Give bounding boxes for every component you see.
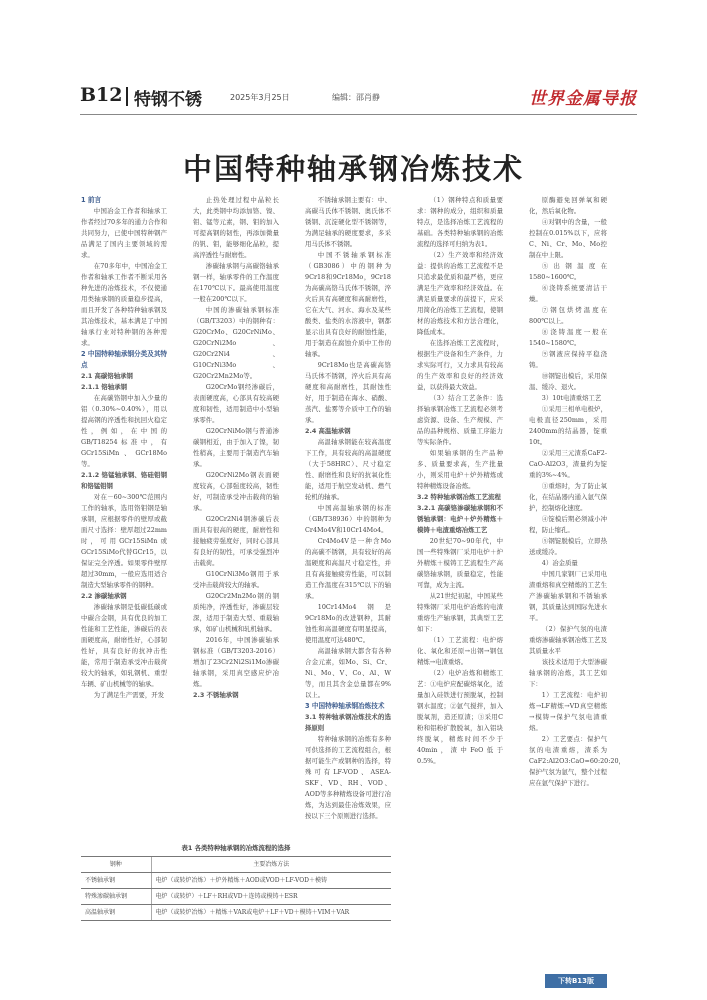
article-paragraph: 4）冶金质量 xyxy=(541,559,578,567)
article-paragraph: ③重熔时，为了防止氧化，在结晶器内通入氩气保护，控制熔化速度。 xyxy=(529,482,607,512)
article-headline: 中国特种轴承钢冶炼技术 xyxy=(182,152,524,186)
method-cell: 电炉（或转炉冶炼）＋炉外精炼＋AOD或VOD＋LF-VOD＋模铸 xyxy=(151,873,391,889)
table-row xyxy=(81,905,391,921)
article-paragraph: 不锈轴承钢主要有：中、高碳马氏体不锈钢、奥氏体不锈钢、沉淀硬化型不锈钢等，为满足轴承的硬度要求，多采用马氏体不锈钢。 xyxy=(305,196,391,248)
article-paragraph: 止热处理过程中晶粒长大，此类钢中均添加铬、镍、钼、锰等元素，钢、钼的加入可提高钢的韧性，再添加微量的钒、钼，能够细化晶粒，提高淬透性与耐磨性。 xyxy=(193,196,279,259)
article-paragraph: （1）钢种特点和质量要求：钢种的成分，组织和质量特点，是选择冶炼工艺流程的基础。各类特种轴承钢的冶炼流程的选择可归纳为表1。 xyxy=(417,196,503,248)
article-paragraph: 中国冶金工作者和轴承工作者经过70多年的通力合作和共同努力，已使中国特种钢产品满足了国内主要领域的需求。 xyxy=(81,207,167,259)
issue-date: 2025年3月25日 xyxy=(230,93,290,102)
steel-type-cell: 不锈轴承钢 xyxy=(81,873,151,889)
article-paragraph: 20世纪70~90年代，中国一些特殊钢厂采用电炉＋炉外精炼＋模铸工艺流程生产高碳铬轴承钢，质量稳定，性能可靠，成为主流。 xyxy=(417,537,503,589)
article-paragraph: 从21世纪初起，中国某些特殊钢厂采用电炉冶炼的电渣重熔生产轴承钢，其典型工艺如下： xyxy=(417,592,503,633)
article-paragraph: ⑦钢包烘烤温度在800℃以上。 xyxy=(529,306,607,325)
table-header-row xyxy=(81,857,391,873)
article-paragraph: 该技术适用于大型渗碳轴承钢的冶炼，其工艺如下： xyxy=(529,658,607,688)
article-paragraph: ⑧浇铸温度一般在1540~1580℃。 xyxy=(529,328,607,347)
page-number: B12 xyxy=(80,84,123,106)
article-paragraph: Cr4Mo4V是一种含Mo的高碳不锈钢，具有较好的高温硬度和高温尺寸稳定性，并且有高接触疲劳性能，可以制造工作温度在315℃以下的轴承。 xyxy=(305,537,391,600)
table-row xyxy=(81,873,391,889)
article-subheading: 2.1.2 铬锰轴承钢、铬硅钼钢和铬锰钼钢 xyxy=(81,471,167,490)
article-subheading: 2.1.1 铬轴承钢 xyxy=(81,383,127,391)
article-subheading: 2 中国特种轴承钢分类及其特点 xyxy=(81,350,168,369)
article-paragraph: 对在－60~300℃范围内工作的轴承，选用铬钼钢是轴承钢，应根据零件的壁厚或截面尺寸选择：壁厚超过22mm时，可用GCr15SiMn或GCr15SiMo代替GCr15，以保证完全淬透。如果零件壁厚超过30mm，一般应选用适合制造大型轴承零件的钢种。 xyxy=(81,493,167,589)
article-paragraph: 如果轴承钢的生产品种多、质量要求高，生产批量小，则采用电炉＋炉外精炼或特种精炼设备冶炼。 xyxy=(417,449,503,490)
article-paragraph: （3）结合工艺条件：选择轴承钢冶炼工艺流程必须考虑资源、设备、生产规模、产品的品种规格、质量工序能力等实际条件。 xyxy=(417,394,503,446)
article-column-2 xyxy=(193,195,279,701)
table-caption: 表1 各类特种轴承钢的冶炼流程的选择 xyxy=(181,844,291,852)
article-paragraph: 2）工艺要点：保护气氛的电渣重熔，渣系为CaF2:Al2O3:CaO=60:20:20，保护气氛为氩气，整个过程应在氩气保护下进行。 xyxy=(529,735,625,787)
article-paragraph: 1）工艺流程：电炉初炼→LF精炼→VD真空精炼→模铸→保护气氛电渣重熔。 xyxy=(529,691,607,732)
continued-on-badge[interactable]: 下转B13版 xyxy=(545,974,607,988)
article-subheading: 2.2 渗碳轴承钢 xyxy=(81,592,127,600)
article-subheading: 2.4 高温轴承钢 xyxy=(305,427,351,435)
article-paragraph: G20Cr2Mn2Mo钢的钢质纯净，淬透性好，渗碳层较深，适用于制造大型、重载轴承，如矿山机械和轧机轴承。 xyxy=(193,592,279,633)
article-paragraph: （2）生产效率和经济效益：提供的冶炼工艺流程不是只追求最优质和最严格，更应满足生产效率和经济效益。在满足质量要求的前提下，应采用简化的冶炼工艺流程，使钢材的冶炼技术和方法合理化，降低成本。 xyxy=(417,251,503,336)
steel-type-cell: 特殊渗碳轴承钢 xyxy=(81,889,151,905)
article-paragraph: G20CrNiMo钢与普通渗碳钢相近，由于加入了镍，韧性稍高，主要用于制造汽车轴承。 xyxy=(193,427,279,468)
article-paragraph: 在高碳铬钢中加入少量的铝（0.30%~0.40%），用以提高钢的淬透性和抗回火稳定性，例如，在中国的GB/T18254标准中，有GCr15SiMn、GCr18Mo等。 xyxy=(81,394,167,468)
article-subheading: 2.1 高碳铬轴承钢 xyxy=(81,372,133,380)
article-paragraph: 中国不锈轴承钢标准（GB3086）中的钢种为9Cr18和9Cr18Mo，9Cr18为高碳高铬马氏体不锈钢，淬火后具有高硬度和高耐磨性，它在大气、河水、海水及某些酸类、盐类的水溶液中，钢都显示出具有良好的耐蚀性能，用于制造在腐蚀介质中工作的轴承。 xyxy=(305,251,391,358)
article-column-4 xyxy=(417,195,503,767)
article-subheading: 2.3 不锈轴承钢 xyxy=(193,691,239,699)
article-paragraph: G20Cr2Ni4钢渗碳后表面具有很高的硬度，耐磨性和接触疲劳强度好，同时心部具有良好的韧性，可承受强烈冲击载荷。 xyxy=(193,515,279,567)
article-paragraph: （2）保护气氛的电渣重熔渗碳轴承钢冶炼工艺及其质量水平 xyxy=(529,625,607,655)
article-paragraph: ①采用三相单电极炉，电极直径250mm，采用2400mm的结晶器，锭重10t。 xyxy=(529,405,607,446)
article-paragraph: G20CrMo钢经渗碳后，表面硬度高，心部具有较高硬度和韧性，适用制造中小型轴承零件。 xyxy=(193,383,279,424)
article-subheading: 3.2 特种轴承钢冶炼工艺流程 xyxy=(417,493,501,501)
article-paragraph: ⑨钢液应保持平稳浇铸。 xyxy=(529,350,607,369)
article-subheading: 3 中国特种轴承钢冶炼技术 xyxy=(305,702,385,710)
process-table xyxy=(81,856,391,921)
article-paragraph: 10Cr14Mo4钢是9Cr18Mo的改进钢种，其耐蚀性和高温硬度有明显提高，使用温度可达480℃。 xyxy=(305,603,391,644)
article-paragraph: 高温轴承钢能在较高温度下工作，具有较高的高温硬度（大于58HRC）、尺寸稳定性、耐磨性和良好的抗氧化性能，适用于航空发动机、燃气轮机的轴承。 xyxy=(305,438,391,501)
steel-type-cell: 高温轴承钢 xyxy=(81,905,151,921)
article-paragraph: G10CrNi3Mo钢用于承受冲击载荷较大的轴承。 xyxy=(193,570,279,589)
article-paragraph: ⑤出钢温度在1580~1600℃。 xyxy=(529,262,607,281)
article-paragraph: ⑩钢锭出模后，采用保温、缓冷、退火。 xyxy=(529,372,607,391)
article-paragraph: 高温轴承钢大都含有各种合金元素，如Mo、Si、Cr、Ni、Mo、V、Co、Al、W等，而且其含金总量都在9%以上。 xyxy=(305,647,391,699)
editor-credit: 编辑：邵肖静 xyxy=(332,93,380,102)
article-paragraph: ⑥浇铸系统要清洁干燥。 xyxy=(529,284,607,303)
smelting-process-table xyxy=(81,843,391,921)
article-paragraph: 原酶避免回弹氧和硬化，然后氧化物。 xyxy=(529,196,607,215)
article-paragraph: 3）10t电渣重熔工艺 xyxy=(541,394,602,402)
article-paragraph: （2）电炉冶炼和精炼工艺：①电炉应配碳熔氧化，适量加入硅铁进行预脱氧，控制钢水温度；②氩气搅拌，加入脱氧剂，造还原渣；③采用C粉和铝粉扩散脱氧，加入铝块终脱氧，精炼时间不少于40min，渣中FeO低于0.5%。 xyxy=(417,669,503,765)
article-paragraph: 中国高温轴承钢的标准（GB/T38936）中的钢种为Cr4Mo4V和10Cr14Mo4。 xyxy=(305,504,391,534)
method-cell: 电炉（或转炉）＋LF＋RH或VD＋连铸或模铸＋ESR xyxy=(151,889,391,905)
article-paragraph: ②采用三元渣系CaF2-CaO-Al2O3，渣量约为锭重的3%~4%。 xyxy=(529,449,607,479)
header-rule xyxy=(80,114,637,115)
article-paragraph: 在70多年中，中国冶金工作者和轴承工作者不断采用各种先进的冶炼技术，不仅使通用类轴承钢的质量稳步提高，而且开发了各种特种轴承钢及其冶炼技术，基本满足了中国轴承行业对特种钢的各种需求。 xyxy=(81,262,167,347)
article-paragraph: 在选择冶炼工艺流程时，根据生产设备和生产条件，力求实际可行，又力求具有较高的生产效率和良好的经济效益，以获得最大效益。 xyxy=(417,339,503,391)
article-subheading: 3.1 特种轴承钢冶炼技术的选择原则 xyxy=(305,713,391,732)
article-subheading: 3.2.1 高碳铬渗碳轴承钢和不锈轴承钢：电炉＋炉外精炼＋模铸＋电渣重熔冶炼工艺 xyxy=(417,504,503,534)
article-paragraph: （1）工艺流程：电炉熔化、氧化和还原→出钢→钢包精炼→电渣重熔。 xyxy=(417,636,503,666)
article-paragraph: 中国几家钢厂已采用电渣重熔和真空精炼的工艺生产渗碳轴承钢和不锈轴承钢，其质量达到国际先进水平。 xyxy=(529,570,607,622)
article-paragraph: 9Cr18Mo也是高碳高铬马氏体不锈钢，淬火后具有高硬度和高耐磨性，其耐蚀性好，用于制造在海水、硝酸、蒸汽、盐雾等介质中工作的轴承。 xyxy=(305,361,391,424)
article-paragraph: 2016年，中国渗碳轴承钢标准（GB/T3203-2016）增加了23Cr2Ni2Si1Mo渗碳轴承钢，采用真空感应炉冶炼。 xyxy=(193,636,279,688)
article-paragraph: 渗碳轴承钢是低碳低碳或中碳合金钢，具有优良的加工性能和工艺性能，渗碳后的表面硬度高，耐磨性好，心部韧性好，具有良好的抗冲击性能，常用于制造承受冲击载荷较大的轴承，如轧钢机、重型车辆、矿山机械等的轴承。 xyxy=(81,603,167,688)
article-paragraph: G20CrNi2Mo钢表面硬度较高，心部强度较高，韧性好，可制造承受冲击载荷的轴承。 xyxy=(193,471,279,512)
page-header xyxy=(80,84,637,110)
table-header-cell: 主要冶炼方法 xyxy=(151,857,391,873)
article-subheading: 1 前言 xyxy=(81,196,102,204)
article-paragraph: ④对钢中的含量，一般控制在0.015%以下，应将C、Ni、Cr、Mo、Mo控制在中上限。 xyxy=(529,218,607,259)
article-column-1 xyxy=(81,195,167,701)
article-paragraph: ④锭模后期必须减小冲程，防止缩孔。 xyxy=(529,515,607,534)
article-paragraph: 渗碳轴承钢与高碳铬轴承钢一样，轴承零件的工作温度在170℃以下。最高使用温度一般在200℃以下。 xyxy=(193,262,279,303)
method-cell: 电炉（或转炉冶炼）＋精炼＋VAR或电炉＋LF＋VD＋模铸＋VIM＋VAR xyxy=(151,905,391,921)
header-separator xyxy=(126,87,128,106)
article-paragraph: 特种轴承钢的冶炼有多种可供选择的工艺流程组合，根据可能生产或钢种的选择，特殊可有LF-VOD、ASEA-SKF、VD、RH、VOD、AOD等多种精炼设备可进行冶炼，为达到最佳冶炼效果，应按以下三个原则进行选择。 xyxy=(305,735,391,820)
article-column-5 xyxy=(529,195,625,789)
article-paragraph: 为了满足生产需要，开发 xyxy=(93,691,165,699)
newspaper-masthead-logo: 世界金属导报 xyxy=(529,89,637,109)
section-title: 特钢不锈 xyxy=(134,90,202,110)
table-header-cell: 钢种 xyxy=(81,857,151,873)
table-row xyxy=(81,889,391,905)
article-paragraph: ⑤钢锭脱模后，立即热送或缓冷。 xyxy=(529,537,607,556)
article-paragraph: 中国的渗碳轴承钢标准（GB/T3203）中的钢种有：G20CrMo、G20CrNiMo、G20CrNi2Mo、G20Cr2Ni4、G10CrNi3Mo、G20Cr2Mn2Mo等。 xyxy=(193,306,279,380)
article-column-3 xyxy=(305,195,391,822)
